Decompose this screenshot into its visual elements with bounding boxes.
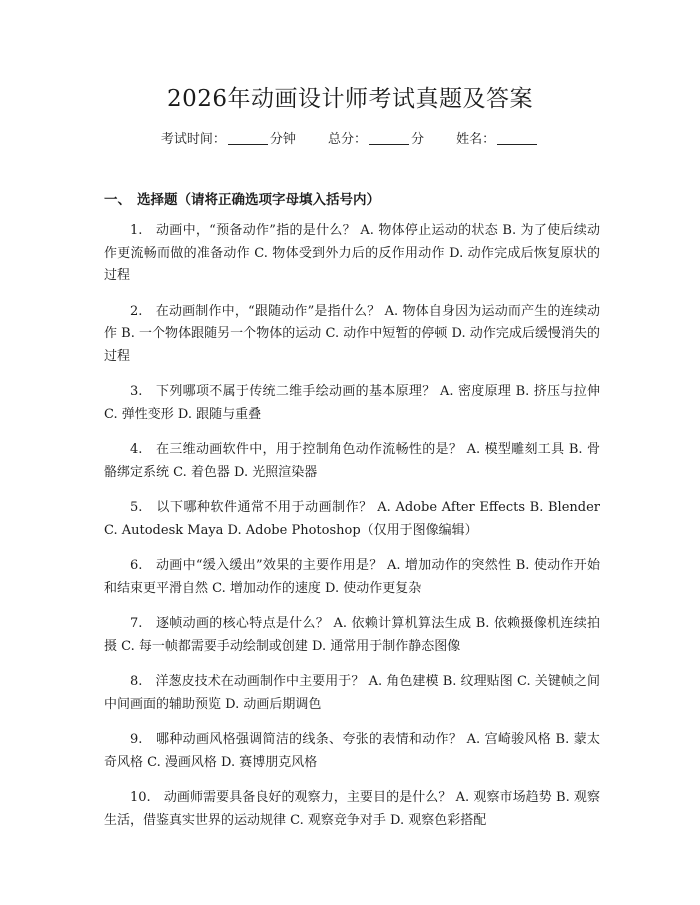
question-item: 4. 在三维动画软件中，用于控制角色动作流畅性的是？ A. 模型雕刻工具 B. 骨骼绑定系统 C. 着色器 D. 光照渲染器 <box>104 442 600 480</box>
question-item: 5. 以下哪种软件通常不用于动画制作？ A. Adobe After Effects B. Blender C. Autodesk Maya D. Adobe Photoshop（仅用于图像编辑） <box>104 500 600 538</box>
student-name-blank <box>497 130 537 145</box>
question-item: 9. 哪种动画风格强调简洁的线条、夸张的表情和动作？ A. 宫崎骏风格 B. 蒙太奇风格 C. 漫画风格 D. 赛博朋克风格 <box>104 732 600 770</box>
question-list <box>104 220 600 845</box>
exam-time <box>161 130 296 150</box>
section-heading <box>104 190 380 210</box>
question-item: 6. 动画中“缓入缓出”效果的主要作用是？ A. 增加动作的突然性 B. 使动作开始和结束更平滑自然 C. 增加动作的速度 D. 使动作更复杂 <box>104 558 600 596</box>
question-item: 1. 动画中，“预备动作”指的是什么？ A. 物体停止运动的状态 B. 为了使后续动作更流畅而做的准备动作 C. 物体受到外力后的反作用动作 D. 动作完成后恢复原状的过程 <box>104 223 600 283</box>
exam-time-blank <box>228 130 268 145</box>
total-score-blank <box>369 130 409 145</box>
section-title: 选择题（请将正确选项字母填入括号内） <box>137 192 380 208</box>
student-name <box>456 130 539 150</box>
question-item: 10. 动画师需要具备良好的观察力，主要目的是什么？ A. 观察市场趋势 B. 观察生活，借鉴真实世界的运动规律 C. 观察竞争对手 D. 观察色彩搭配 <box>104 790 600 828</box>
total-score-label: 总分： <box>327 132 367 147</box>
question-item: 7. 逐帧动画的核心特点是什么？ A. 依赖计算机算法生成 B. 依赖摄像机连续拍摄 C. 每一帧都需要手动绘制或创建 D. 通常用于制作静态图像 <box>104 616 600 654</box>
exam-time-label: 考试时间： <box>160 132 226 147</box>
exam-info-line <box>0 130 700 150</box>
section-number: 一、 <box>104 192 131 208</box>
question-item: 8. 洋葱皮技术在动画制作中主要用于？ A. 角色建模 B. 纹理贴图 C. 关键帧之间中间画面的辅助预览 D. 动画后期调色 <box>104 674 600 712</box>
page-title: 2026年动画设计师考试真题及答案 <box>166 86 534 112</box>
question-item: 2. 在动画制作中，“跟随动作”是指什么？ A. 物体自身因为运动而产生的连续动作 B. 一个物体跟随另一个物体的运动 C. 动作中短暂的停顿 D. 动作完成后缓慢消失的过程 <box>104 303 600 364</box>
student-name-label: 姓名： <box>456 132 496 147</box>
question-item: 3. 下列哪项不属于传统二维手绘动画的基本原理？ A. 密度原理 B. 挤压与拉伸 C. 弹性变形 D. 跟随与重叠 <box>104 384 600 422</box>
total-score-unit: 分 <box>411 132 425 147</box>
total-score <box>328 130 424 150</box>
exam-time-unit: 分钟 <box>269 132 296 147</box>
